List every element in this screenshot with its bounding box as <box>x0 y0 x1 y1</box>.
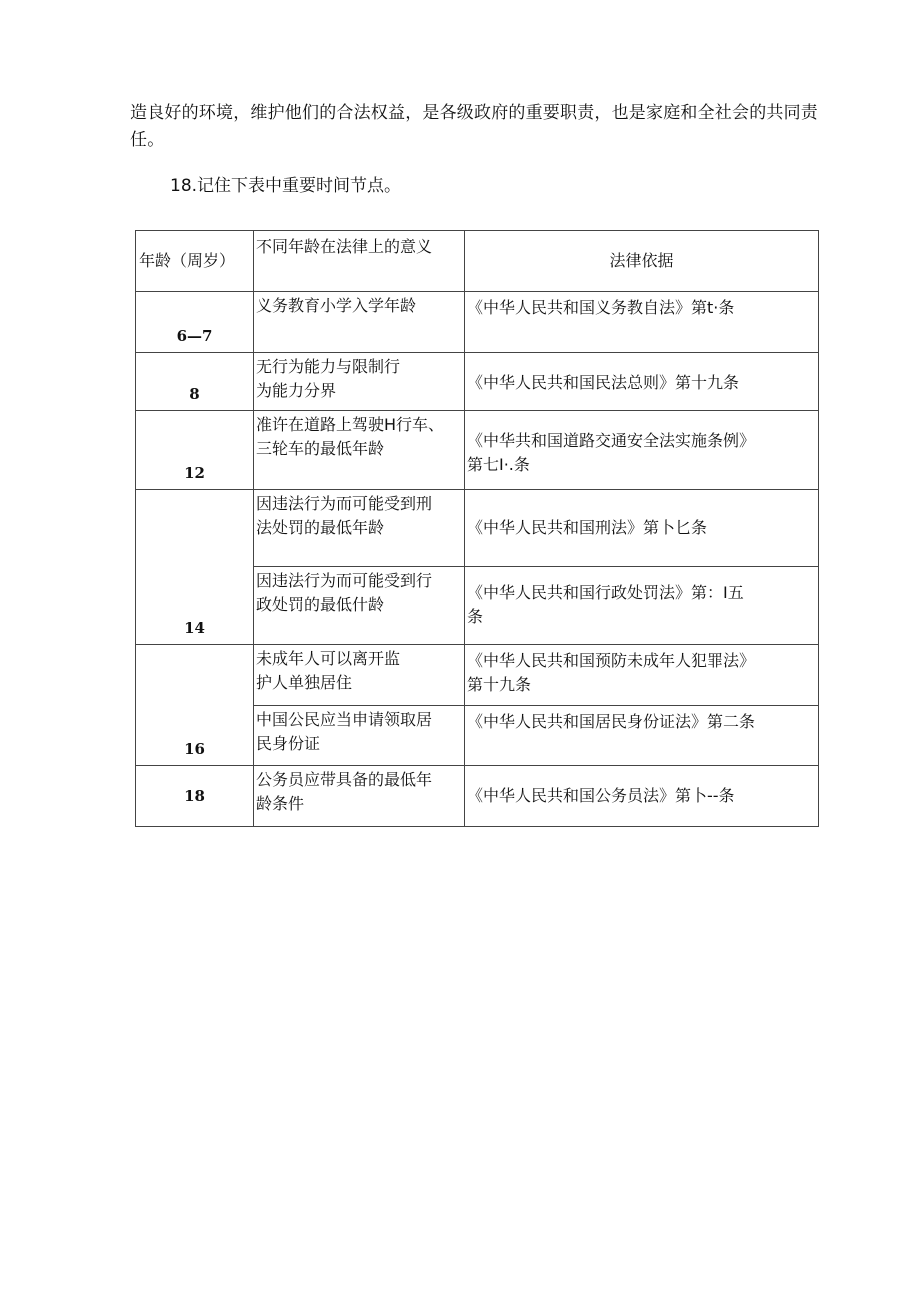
table-row <box>136 766 819 827</box>
law-cell: 《中华人民共和国刑法》第卜匕条 <box>465 490 819 567</box>
age-cell: 8 <box>136 353 254 411</box>
meaning-cell: 无行为能力与限制行 为能力分界 <box>254 353 465 411</box>
meaning-cell: 准许在道路上驾驶H行车、 三轮车的最低年龄 <box>254 411 465 490</box>
meaning-cell: 因违法行为而可能受到行 政处罚的最低什龄 <box>254 567 465 645</box>
age-cell: 18 <box>136 766 254 827</box>
section-heading: 18.记住下表中重要时间节点。 <box>170 176 402 196</box>
table-row <box>136 490 819 567</box>
law-cell: 《中华人民共和国民法总则》第十九条 <box>465 353 819 411</box>
table-row <box>136 645 819 706</box>
header-age: 年龄（周岁） <box>136 231 254 292</box>
table-row <box>136 411 819 490</box>
law-cell: 《中华人民共和国义务教自法》第t·条 <box>465 292 819 353</box>
age-cell: 6—7 <box>136 292 254 353</box>
table-row <box>136 292 819 353</box>
law-cell: 《中华人民共和国预防未成年人犯罪法》 第十九条 <box>465 645 819 706</box>
meaning-cell: 公务员应带具备的最低年 龄条件 <box>254 766 465 827</box>
age-cell: 14 <box>136 490 254 645</box>
meaning-cell: 义务教育小学入学年龄 <box>254 292 465 353</box>
meaning-cell: 因违法行为而可能受到刑 法处罚的最低年龄 <box>254 490 465 567</box>
table-header-row <box>136 231 819 292</box>
legal-age-table <box>135 230 819 827</box>
intro-paragraph: 造良好的环境，维护他们的合法权益，是各级政府的重要职责，也是家庭和全社会的共同责任。 <box>130 103 818 150</box>
table-row <box>136 353 819 411</box>
meaning-cell: 中国公民应当申请领取居 民身份证 <box>254 706 465 766</box>
law-cell: 《中华人民共和国行政处罚法》第：I五 条 <box>465 567 819 645</box>
law-cell: 《中华人民共和国公务员法》第卜--条 <box>465 766 819 827</box>
law-cell: 《中华人民共和国居民身份证法》第二条 <box>465 706 819 766</box>
age-cell: 12 <box>136 411 254 490</box>
header-law: 法律依据 <box>465 231 819 292</box>
age-cell: 16 <box>136 645 254 766</box>
law-cell: 《中华共和国道路交通安全法实施条例》 第七I·.条 <box>465 411 819 490</box>
header-meaning: 不同年龄在法律上的意义 <box>254 231 465 292</box>
meaning-cell: 未成年人可以离开监 护人单独居住 <box>254 645 465 706</box>
